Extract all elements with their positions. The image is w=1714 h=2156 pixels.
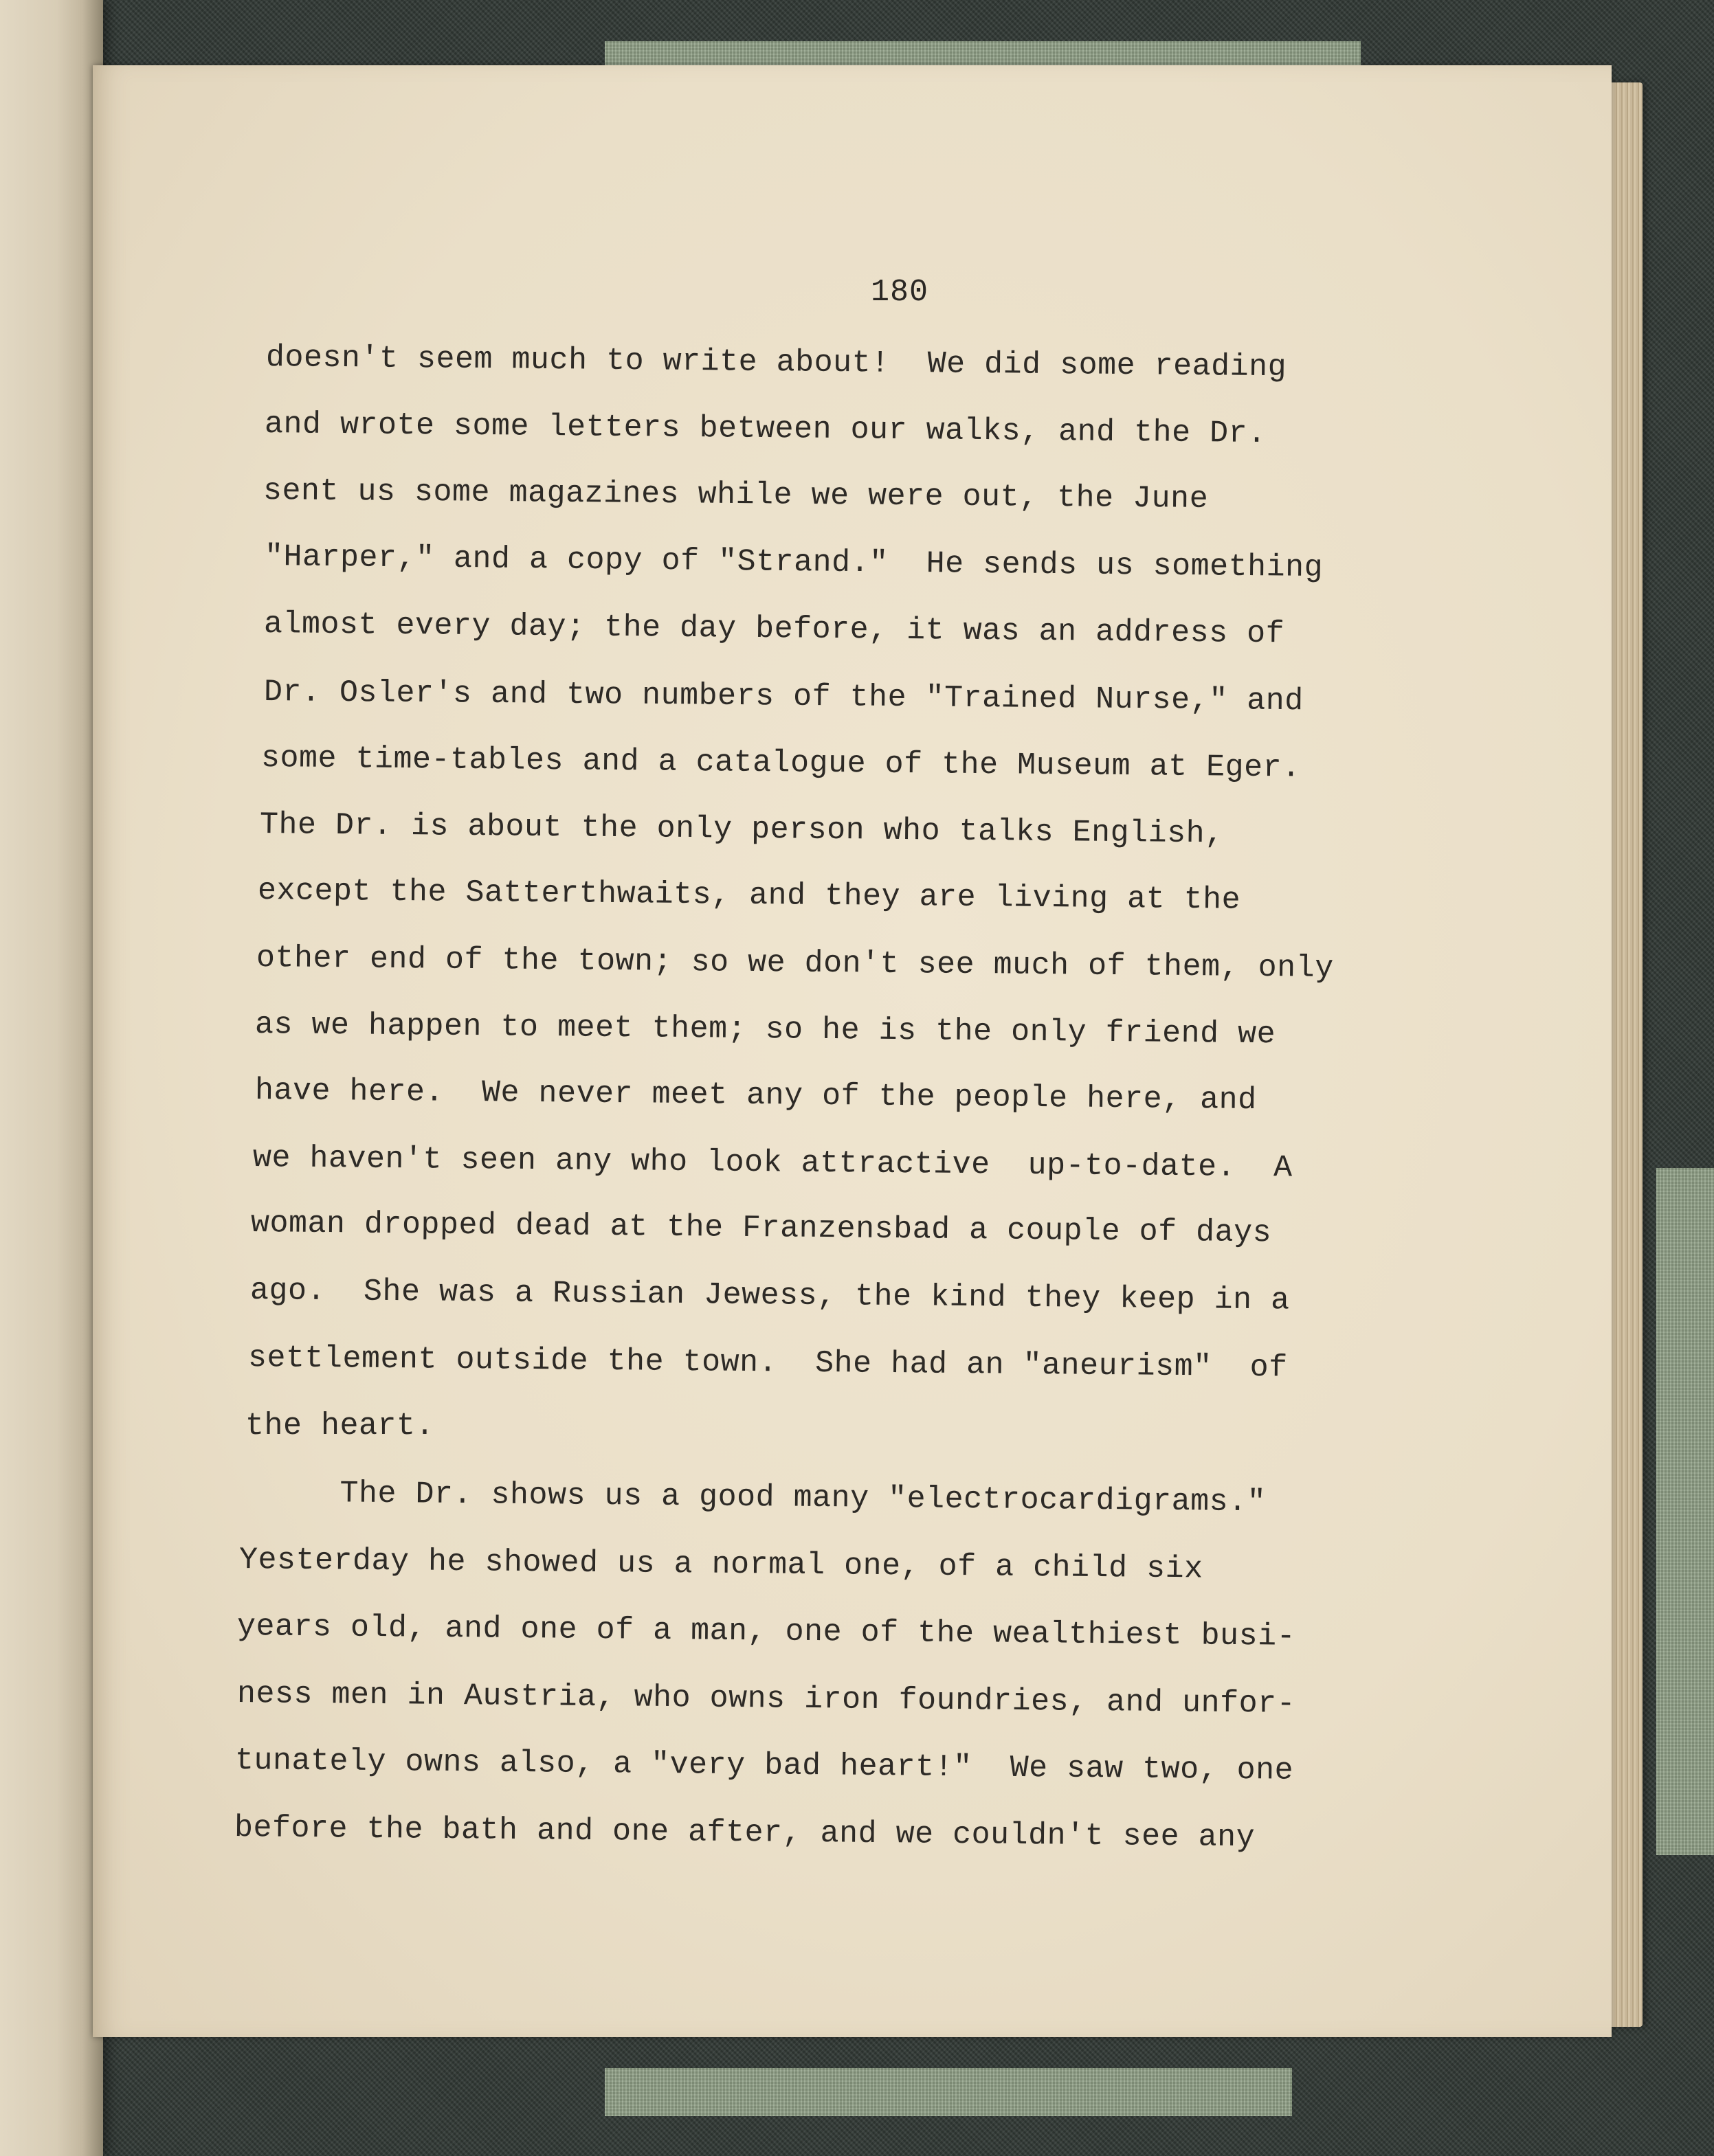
text-line: doesn't seem much to write about! We did some reading [265,340,1287,385]
facing-page [0,0,103,2156]
text-line: Yesterday he showed us a normal one, of a child six [238,1542,1203,1587]
text-line: some time-tables and a catalogue of the Museum at Eger. [260,741,1301,786]
text-line: Dr. Osler's and two numbers of the "Trained Nurse," and [263,675,1304,719]
text-line: as we happen to meet them; so he is the only friend we [254,1007,1276,1053]
text-line: other end of the town; so we don't see much of them, only [256,941,1334,987]
text-line: tunately owns also, a "very bad heart!" We saw two, one [234,1743,1294,1788]
text-line: we haven't seen any who look attractive up-to-date. A [252,1141,1293,1186]
text-line: The Dr. is about the only person who talks English, [259,807,1224,852]
page-number: 180 [871,275,929,310]
text-line: almost every day; the day before, it was an address of [263,607,1285,652]
typed-text [93,65,1612,2037]
book-page [93,65,1612,2037]
text-line: "Harper," and a copy of "Strand." He sends us something [264,539,1324,586]
text-line: the heart. [245,1408,435,1444]
text-line: ago. She was a Russian Jewess, the kind they keep in a [249,1273,1290,1318]
cloth-patch-bottom [605,2068,1292,2116]
cloth-patch-right [1656,1168,1714,1855]
text-line: sent us some magazines while we were out, the June [263,473,1209,517]
text-line: years old, and one of a man, one of the wealthiest busi- [236,1609,1296,1654]
text-line: The Dr. shows us a good many "electrocardigrams." [245,1475,1267,1520]
text-line: before the bath and one after, and we couldn't see any [234,1810,1256,1856]
text-line: settlement outside the town. She had an "aneurism" of [247,1340,1288,1386]
text-line: have here. We never meet any of the people here, and [254,1073,1257,1118]
text-line: woman dropped dead at the Franzensbad a couple of days [250,1206,1272,1251]
text-line: and wrote some letters between our walks, and the Dr. [264,407,1267,451]
text-line: ness men in Austria, who owns iron foundries, and unfor- [236,1676,1296,1722]
text-line: except the Satterthwaits, and they are living at the [257,873,1241,918]
